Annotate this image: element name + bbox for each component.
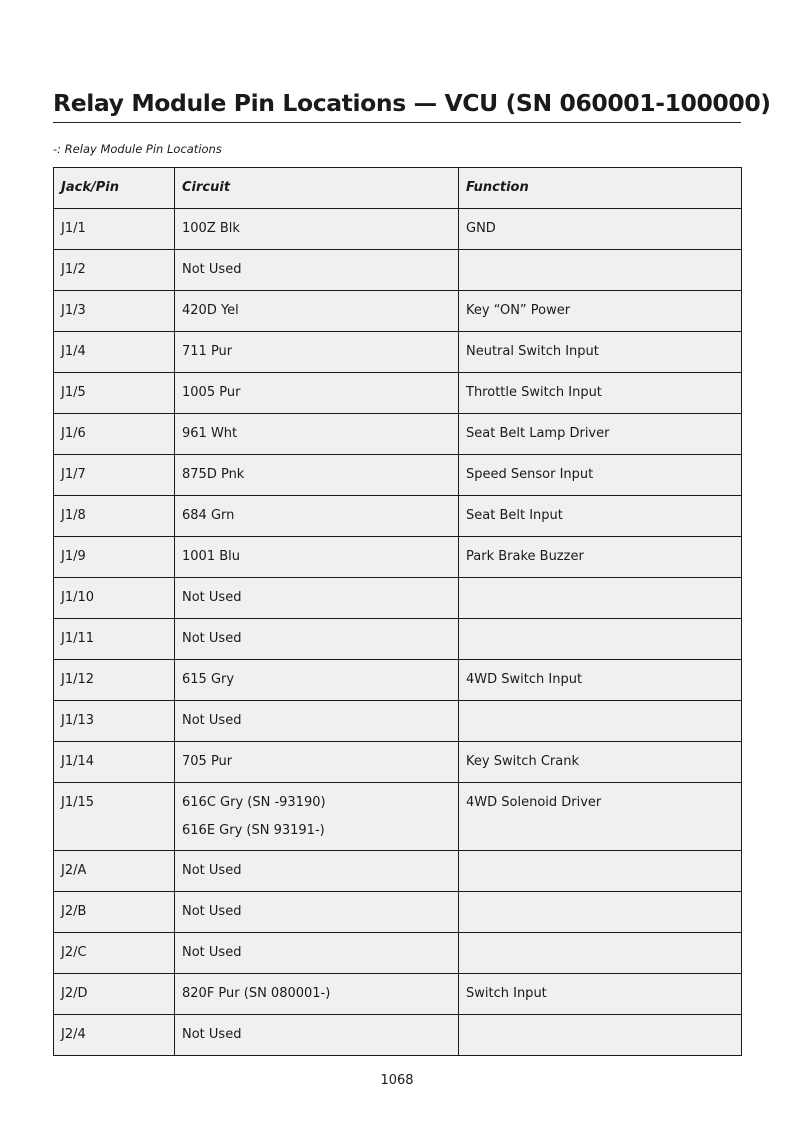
jack-pin-cell: J1/2 [54,250,175,291]
header-jack-pin: Jack/Pin [54,168,175,209]
circuit-cell [175,250,459,291]
table-row [54,892,742,933]
circuit-cell [175,742,459,783]
circuit-cell [175,373,459,414]
circuit-line: 705 Pur [182,754,233,769]
table-row [54,496,742,537]
circuit-cell [175,496,459,537]
circuit-cell [175,578,459,619]
jack-pin-cell: J2/A [54,851,175,892]
circuit-line: Not Used [182,590,242,605]
circuit-cell [175,892,459,933]
circuit-line: Not Used [182,1027,242,1042]
table-row [54,373,742,414]
circuit-cell [175,974,459,1015]
function-cell [459,1015,742,1056]
circuit-line: 961 Wht [182,426,238,441]
circuit-line: Not Used [182,713,242,728]
circuit-cell [175,783,459,851]
page-title: Relay Module Pin Locations — VCU (SN 060001-100000) [53,89,771,117]
circuit-line: Not Used [182,904,242,919]
function-cell [459,578,742,619]
function-cell: 4WD Solenoid Driver [459,783,742,851]
function-cell: Key Switch Crank [459,742,742,783]
circuit-cell [175,332,459,373]
circuit-line: 616E Gry (SN 93191-) [182,823,325,838]
jack-pin-cell: J2/D [54,974,175,1015]
circuit-line: 684 Grn [182,508,235,523]
function-cell: Seat Belt Input [459,496,742,537]
table-row [54,578,742,619]
circuit-line: 100Z Blk [182,221,240,236]
table-row [54,455,742,496]
circuit-cell [175,851,459,892]
function-cell: Park Brake Buzzer [459,537,742,578]
jack-pin-cell: J1/13 [54,701,175,742]
function-cell [459,851,742,892]
jack-pin-cell: J2/B [54,892,175,933]
function-cell: Speed Sensor Input [459,455,742,496]
table-row [54,1015,742,1056]
function-cell [459,933,742,974]
circuit-line: Not Used [182,945,242,960]
circuit-line: 420D Yel [182,303,239,318]
table-row [54,660,742,701]
pin-locations-table [53,167,742,1056]
table-row [54,414,742,455]
jack-pin-cell: J1/8 [54,496,175,537]
circuit-line: 711 Pur [182,344,233,359]
circuit-line: 615 Gry [182,672,235,687]
jack-pin-cell: J2/4 [54,1015,175,1056]
table-row [54,701,742,742]
table-row [54,537,742,578]
circuit-cell [175,537,459,578]
jack-pin-cell: J1/4 [54,332,175,373]
circuit-line: 875D Pnk [182,467,245,482]
circuit-line: Not Used [182,863,242,878]
function-cell: Seat Belt Lamp Driver [459,414,742,455]
function-cell [459,892,742,933]
circuit-cell [175,209,459,250]
page-number: 1068 [380,1073,414,1088]
table-row [54,851,742,892]
table-row [54,742,742,783]
jack-pin-cell: J1/14 [54,742,175,783]
function-cell: Switch Input [459,974,742,1015]
circuit-line: 820F Pur (SN 080001-) [182,986,331,1001]
table-header-row [54,168,742,209]
circuit-cell [175,933,459,974]
table-row [54,619,742,660]
circuit-cell [175,414,459,455]
table-row [54,332,742,373]
circuit-cell [175,660,459,701]
header-circuit: Circuit [175,168,459,209]
circuit-cell [175,291,459,332]
jack-pin-cell: J1/9 [54,537,175,578]
function-cell [459,701,742,742]
circuit-line: 616C Gry (SN -93190) [182,795,326,810]
jack-pin-cell: J2/C [54,933,175,974]
jack-pin-cell: J1/12 [54,660,175,701]
table-row [54,250,742,291]
table-row [54,209,742,250]
title-divider [53,122,741,123]
circuit-cell [175,701,459,742]
circuit-line: Not Used [182,262,242,277]
circuit-line: 1001 Blu [182,549,240,564]
function-cell [459,250,742,291]
table-row [54,974,742,1015]
circuit-line: 1005 Pur [182,385,241,400]
table-row [54,933,742,974]
jack-pin-cell: J1/15 [54,783,175,851]
table-row [54,291,742,332]
table-caption: -: Relay Module Pin Locations [53,142,222,156]
jack-pin-cell: J1/11 [54,619,175,660]
circuit-cell [175,1015,459,1056]
jack-pin-cell: J1/5 [54,373,175,414]
jack-pin-cell: J1/10 [54,578,175,619]
table-body [54,209,742,1056]
function-cell: Key “ON” Power [459,291,742,332]
jack-pin-cell: J1/1 [54,209,175,250]
function-cell [459,619,742,660]
function-cell: Throttle Switch Input [459,373,742,414]
function-cell: Neutral Switch Input [459,332,742,373]
jack-pin-cell: J1/3 [54,291,175,332]
function-cell: GND [459,209,742,250]
circuit-cell [175,455,459,496]
jack-pin-cell: J1/7 [54,455,175,496]
jack-pin-cell: J1/6 [54,414,175,455]
function-cell: 4WD Switch Input [459,660,742,701]
circuit-cell [175,619,459,660]
table-row [54,783,742,851]
circuit-line: Not Used [182,631,242,646]
header-function: Function [459,168,742,209]
